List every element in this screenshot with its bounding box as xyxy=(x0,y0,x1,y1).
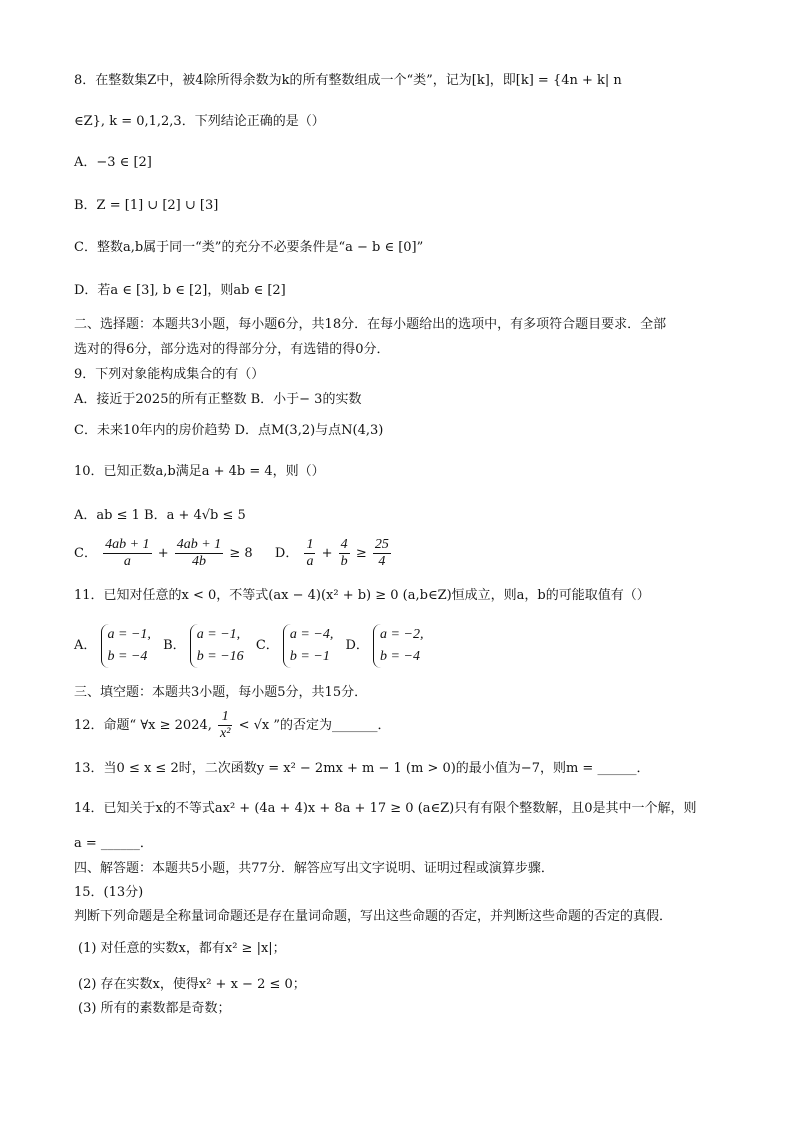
question-12 xyxy=(74,706,391,746)
q8-stem-line2: ∈Z}, k = 0,1,2,3．下列结论正确的是（） xyxy=(74,114,325,129)
q12-fraction xyxy=(218,709,232,742)
q10-d-plus: + xyxy=(321,546,333,561)
q8-option-a: A．−3 ∈ [2] xyxy=(74,155,152,170)
q11-b-label: B． xyxy=(163,638,186,653)
q15-part-3: (3) 所有的素数都是奇数； xyxy=(78,1001,231,1016)
q10-c-fraction-2-den: 4b xyxy=(191,554,206,569)
section-2-line2: 选对的得6分，部分选对的得部分分，有选错的得0分． xyxy=(74,342,390,357)
q11-d-line1: a = −2, xyxy=(380,626,424,642)
q9-options-cd: C．未来10年内的房价趋势 D．点M(3,2)与点N(4,3) xyxy=(74,423,384,438)
q10-c-fraction-1 xyxy=(103,537,151,570)
q10-c-fraction-1-den: a xyxy=(123,554,131,569)
q12-pre: 12．命题“ ∀x ≥ 2024, xyxy=(74,718,212,733)
q10-d-fraction-3-den: 4 xyxy=(378,554,386,569)
q12-fraction-num: 1 xyxy=(218,709,232,726)
q9-stem: 9．下列对象能构成集合的有（） xyxy=(74,367,265,382)
q11-b-system xyxy=(190,624,244,668)
q10-d-fraction-3 xyxy=(373,537,391,570)
q15-head: 15．(13分) xyxy=(74,885,144,900)
q11-d-label: D． xyxy=(345,638,369,653)
q11-b-line1: a = −1, xyxy=(196,626,241,642)
q14-line2: a = ______． xyxy=(74,836,153,851)
q12-fraction-den: x² xyxy=(220,726,231,741)
q10-d-fraction-2 xyxy=(339,537,350,570)
q10-d-fraction-1-num: 1 xyxy=(306,537,314,552)
q11-options xyxy=(74,622,431,670)
q11-d-system xyxy=(373,624,423,668)
q11-d-line2: b = −4 xyxy=(380,648,420,664)
q11-a-line1: a = −1, xyxy=(107,626,151,642)
q11-b-line2: b = −16 xyxy=(196,648,244,664)
q15-part-2: (2) 存在实数x，使得x² + x − 2 ≤ 0； xyxy=(78,977,306,992)
q15-part-1: (1) 对任意的实数x，都有x² ≥ |x|； xyxy=(78,941,286,956)
q11-stem: 11．已知对任意的x < 0，不等式(ax − 4)(x² + b) ≥ 0 (a,b∈Z)恒成立，则a，b的可能取值有（） xyxy=(74,588,650,603)
q10-c-tail: ≥ 8 xyxy=(229,546,253,561)
section-4-header: 四、解答题：本题共5小题，共77分．解答应写出文字说明、证明过程或演算步骤． xyxy=(74,861,554,876)
q10-c-plus: + xyxy=(157,546,169,561)
q8-stem-line1: 8．在整数集Z中，被4除所得余数为k的所有整数组成一个“类”，记为[k]，即[k] = {4n + k| n xyxy=(74,73,622,88)
section-2-line1: 二、选择题：本题共3小题，每小题6分，共18分．在每小题给出的选项中，有多项符合题目要求．全部 xyxy=(74,317,667,332)
q8-option-c: C．整数a,b属于同一“类”的充分不必要条件是“a − b ∈ [0]” xyxy=(74,240,424,255)
q10-d-fraction-1 xyxy=(304,537,315,570)
q11-c-system xyxy=(283,624,333,668)
q11-c-line2: b = −1 xyxy=(289,648,330,664)
q10-options-ab: A．ab ≤ 1 B．a + 4√b ≤ 5 xyxy=(74,508,246,523)
q10-c-fraction-2-num: 4ab + 1 xyxy=(176,537,222,552)
q11-a-system xyxy=(101,624,151,668)
q11-a-line2: b = −4 xyxy=(107,648,148,664)
q10-c-label: C． xyxy=(74,546,97,561)
q10-d-fraction-2-num: 4 xyxy=(340,537,348,552)
q11-a-label: A． xyxy=(74,638,97,653)
q10-stem: 10．已知正数a,b满足a + 4b = 4，则（） xyxy=(74,464,325,479)
q10-c-fraction-2 xyxy=(175,537,223,570)
q10-d-label: D． xyxy=(274,546,299,561)
q14-line1: 14．已知关于x的不等式ax² + (4a + 4)x + 8a + 17 ≥ 0 (a∈Z)只有有限个整数解，且0是其中一个解，则 xyxy=(74,801,697,816)
q12-post: < √x ”的否定为_______． xyxy=(238,718,391,733)
q15-stem: 判断下列命题是全称量词命题还是存在量词命题，写出这些命题的否定，并判断这些命题的否定的真假． xyxy=(74,909,673,924)
q10-d-fraction-1-den: a xyxy=(306,554,314,569)
q10-d-fraction-3-num: 25 xyxy=(374,537,389,552)
q11-c-label: C． xyxy=(255,638,279,653)
q10-c-fraction-1-num: 4ab + 1 xyxy=(105,537,150,552)
q11-c-line1: a = −4, xyxy=(289,626,334,642)
q9-options-ab: A．接近于2025的所有正整数 B．小于− 3的实数 xyxy=(74,392,362,407)
q10-d-ge: ≥ xyxy=(355,546,367,561)
q8-option-d: D．若a ∈ [3], b ∈ [2]，则ab ∈ [2] xyxy=(74,283,286,298)
question-13: 13．当0 ≤ x ≤ 2时，二次函数y = x² − 2mx + m − 1 (m > 0)的最小值为−7，则m = ______． xyxy=(74,761,650,776)
q8-option-b: B．Z = [1] ∪ [2] ∪ [3] xyxy=(74,198,219,213)
q10-d-fraction-2-den: b xyxy=(340,554,348,569)
q10-options-cd xyxy=(74,536,393,572)
section-3-header: 三、填空题：本题共3小题，每小题5分，共15分． xyxy=(74,685,368,700)
